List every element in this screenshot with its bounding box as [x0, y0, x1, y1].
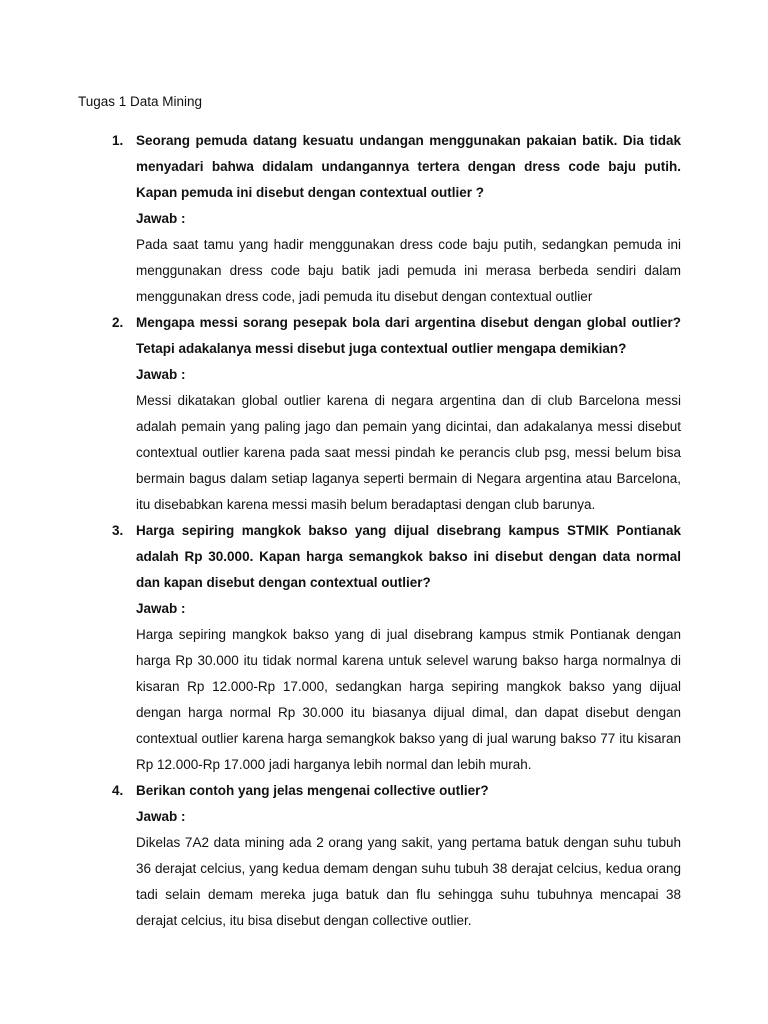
question-text: Mengapa messi sorang pesepak bola dari argentina disebut dengan global outlier? Tetapi adakalanya messi disebut juga contextual outlier mengapa demikian?	[136, 315, 681, 356]
answer-label: Jawab :	[136, 211, 186, 226]
question-text: Harga sepiring mangkok bakso yang dijual disebrang kampus STMIK Pontianak adalah Rp 30.000. Kapan harga semangkok bakso ini disebut dengan data normal dan kapan disebut dengan contextual outlier?	[136, 523, 681, 590]
answer-text: Dikelas 7A2 data mining ada 2 orang yang sakit, yang pertama batuk dengan suhu tubuh 36 derajat celcius, yang kedua demam dengan suhu tubuh 38 derajat celcius, kedua orang tadi selain demam mereka juga batuk dan flu sehingga suhu tubuhnya mencapai 38 derajat celcius, itu bisa disebut dengan collective outlier.	[136, 835, 681, 928]
answer-label: Jawab :	[136, 809, 186, 824]
answer-label: Jawab :	[136, 601, 186, 616]
answer-label: Jawab :	[136, 367, 186, 382]
answer-text: Pada saat tamu yang hadir menggunakan dress code baju putih, sedangkan pemuda ini menggunakan dress code baju batik jadi pemuda ini merasa berbeda sendiri dalam menggunakan dress code, jadi pemuda itu disebut dengan contextual outlier	[136, 237, 681, 304]
question-number: 4.	[112, 783, 124, 798]
question-number: 2.	[112, 315, 124, 330]
answer-text: Harga sepiring mangkok bakso yang di jual disebrang kampus stmik Pontianak dengan harga Rp 30.000 itu tidak normal karena untuk selevel warung bakso harga normalnya di kisaran Rp 12.000-Rp 17.000, sedangkan harga sepiring mangkok bakso yang dijual dengan harga normal Rp 30.000 itu biasanya dijual dimal, dan dapat disebut dengan contextual outlier karena harga semangkok bakso yang di jual warung bakso 77 itu kisaran Rp 12.000-Rp 17.000 jadi harganya lebih normal dan lebih murah.	[136, 627, 681, 772]
answer-text: Messi dikatakan global outlier karena di negara argentina dan di club Barcelona messi adalah pemain yang paling jago dan pemain yang dicintai, dan adakalanya messi disebut contextual outlier karena pada saat messi pindah ke perancis club psg, messi belum bisa bermain bagus dalam setiap laganya seperti bermain di Negara argentina atau Barcelona, itu disebabkan karena messi masih belum beradaptasi dengan club barunya.	[136, 393, 681, 512]
question-number: 1.	[112, 133, 124, 148]
question-text: Seorang pemuda datang kesuatu undangan menggunakan pakaian batik. Dia tidak menyadari bahwa didalam undangannya tertera dengan dress code baju putih. Kapan pemuda ini disebut dengan contextual outlier ?	[136, 133, 681, 200]
document-title: Tugas 1 Data Mining	[78, 94, 203, 109]
question-text: Berikan contoh yang jelas mengenai collective outlier?	[136, 783, 489, 798]
question-number: 3.	[112, 523, 124, 538]
